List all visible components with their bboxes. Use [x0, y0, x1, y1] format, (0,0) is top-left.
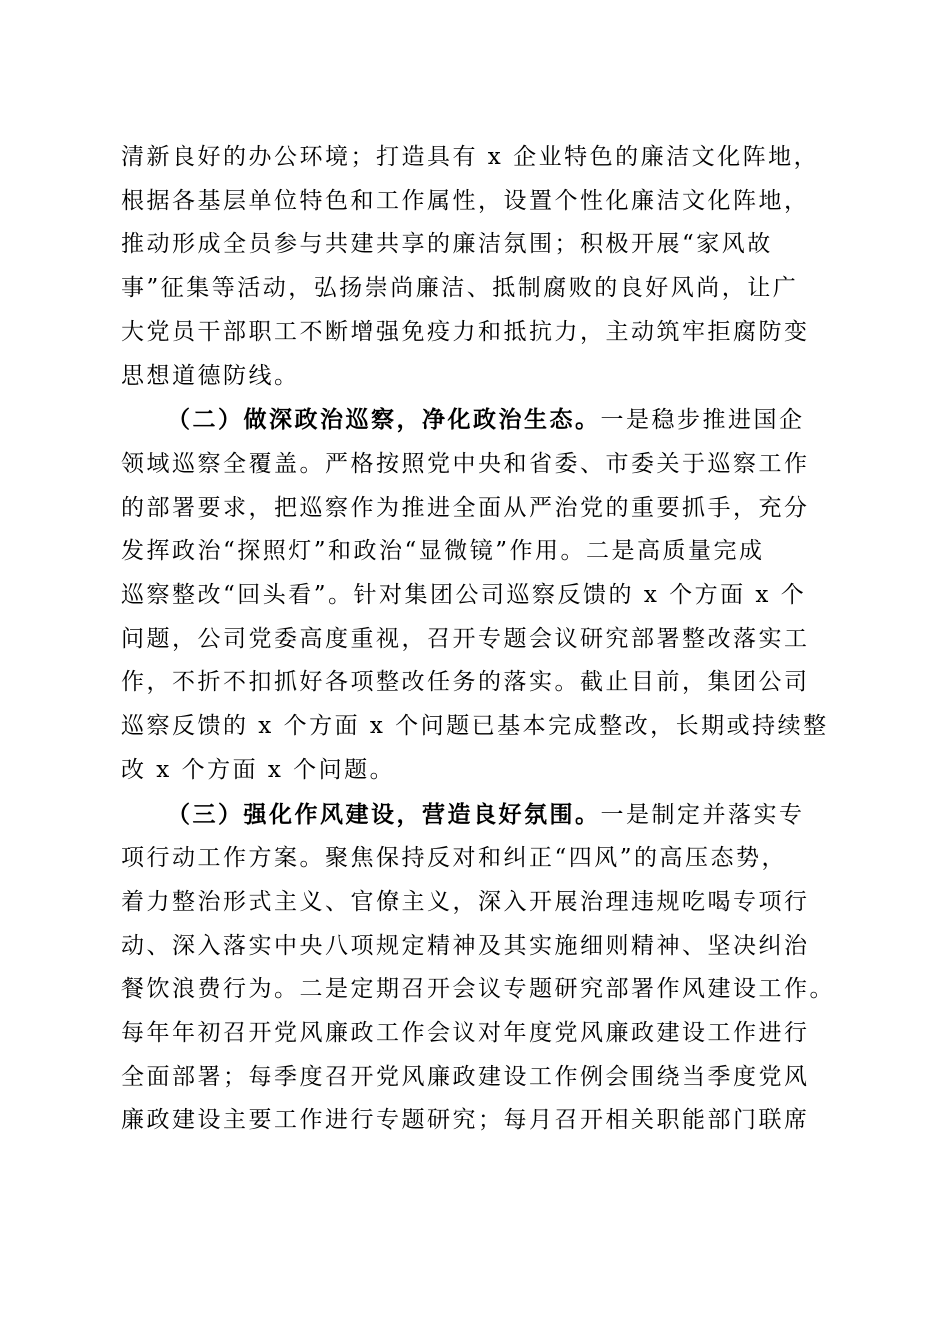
text-line: 全面部署；每季度召开党风廉政建设工作例会围绕当季度党风	[121, 1063, 810, 1090]
text-line	[121, 793, 831, 838]
text-line: 动、深入落实中央八项规定精神及其实施细则精神、坚决纠治	[121, 932, 810, 959]
text-line: 廉政建设主要工作进行专题研究；每月召开相关职能部门联席	[121, 1107, 810, 1134]
text-line: 每年年初召开党风廉政工作会议对年度党风廉政建设工作进行	[121, 1020, 810, 1047]
text-line: 领域巡察全覆盖。严格按照党中央和省委、市委关于巡察工作	[121, 450, 810, 477]
first-line-text: 一是稳步推进国企	[600, 407, 805, 434]
text-line: 事”征集等活动，弘扬崇尚廉洁、抵制腐败的良好风尚，让广	[121, 275, 799, 302]
first-line-text: 一是制定并落实专	[600, 801, 805, 828]
paragraph-3	[121, 793, 835, 1144]
text-line: 餐饮浪费行为。二是定期召开会议专题研究部署作风建设工作。	[121, 976, 835, 1003]
section-heading-3: （三）强化作风建设，营造良好氛围。	[167, 800, 601, 828]
document-page	[121, 136, 835, 1143]
paragraph-1	[121, 136, 831, 398]
text-line: 根据各基层单位特色和工作属性，设置个性化廉洁文化阵地，	[121, 187, 810, 214]
text-line	[121, 398, 831, 443]
text-line: 思想道德防线。	[121, 362, 300, 389]
text-line: 着力整治形式主义、官僚主义，深入开展治理违规吃喝专项行	[121, 888, 810, 915]
paragraph-2	[121, 398, 831, 792]
text-line: 巡察整改“回头看”。针对集团公司巡察反馈的 x 个方面 x 个	[121, 582, 807, 609]
text-line: 作，不折不扣抓好各项整改任务的落实。截止目前，集团公司	[121, 669, 810, 696]
text-line: 清新良好的办公环境；打造具有 x 企业特色的廉洁文化阵地，	[121, 144, 820, 170]
text-line: 推动形成全员参与共建共享的廉洁氛围；积极开展“家风故	[121, 231, 773, 258]
text-line: 的部署要求，把巡察作为推进全面从严治党的重要抓手，充分	[121, 494, 810, 521]
text-line: 大党员干部职工不断增强免疫力和抵抗力，主动筑牢拒腐防变	[121, 318, 810, 345]
text-line: 改 x 个方面 x 个问题。	[121, 756, 396, 783]
text-line: 巡察反馈的 x 个方面 x 个问题已基本完成整改，长期或持续整	[121, 713, 829, 740]
text-line: 发挥政治“探照灯”和政治“显微镜”作用。二是高质量完成	[121, 538, 765, 565]
section-heading-2: （二）做深政治巡察，净化政治生态。	[167, 406, 601, 434]
text-line: 问题，公司党委高度重视，召开专题会议研究部署整改落实工	[121, 625, 810, 652]
text-line: 项行动工作方案。聚焦保持反对和纠正“四风”的高压态势，	[121, 845, 788, 872]
